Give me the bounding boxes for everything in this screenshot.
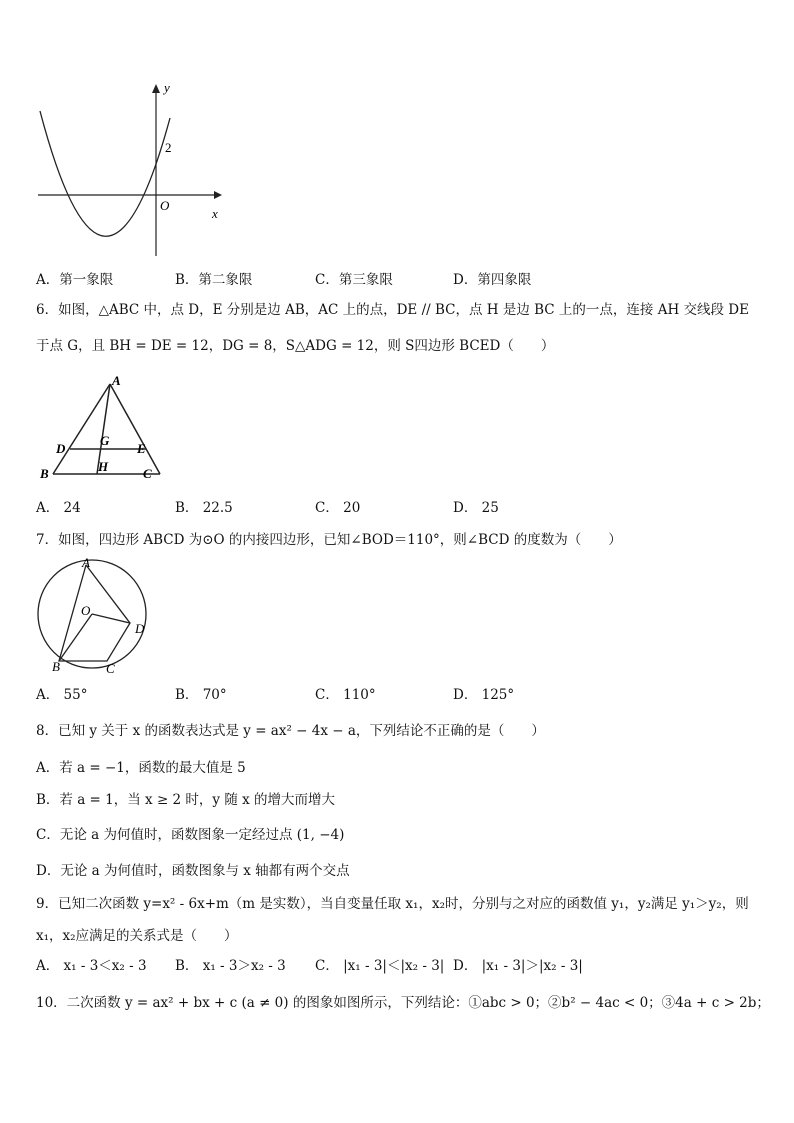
vertex-a-label: A xyxy=(112,373,121,388)
q5-option-b: B．第二象限 xyxy=(175,272,253,288)
circle-center-label: O xyxy=(81,603,91,618)
q8-stem-line1: 8．已知 y 关于 x 的函数表达式是 y = ax² − 4x − a，下列结论不正确的是（ ） xyxy=(36,723,545,739)
q9-option-c: C． |x₁ - 3|＜|x₂ - 3| xyxy=(315,958,445,974)
triangle-figure xyxy=(36,370,176,485)
q7-option-c: C． 110° xyxy=(315,687,376,703)
circle-figure xyxy=(34,555,159,680)
q8-option-b: B．若 a = 1，当 x ≥ 2 时，y 随 x 的增大而增大 xyxy=(36,792,336,808)
q6-stem-line2: 于点 G，且 BH = DE = 12，DG = 8，S△ADG = 12，则 S四边形 BCED（ ） xyxy=(36,338,555,354)
q7-option-d: D． 125° xyxy=(453,687,515,703)
origin-label: O xyxy=(160,198,170,213)
q5-option-d: D．第四象限 xyxy=(453,272,532,288)
q9-option-b: B． x₁ - 3＞x₂ - 3 xyxy=(175,958,286,974)
circle-point-a-label: A xyxy=(82,555,90,570)
q7-option-a: A． 55° xyxy=(36,687,88,703)
vertex-c-label: C xyxy=(143,466,152,481)
q6-option-b: B． 22.5 xyxy=(175,500,233,516)
q6-option-c: C． 20 xyxy=(315,500,361,516)
q7-stem-line1: 7．如图，四边形 ABCD 为⊙O 的内接四边形，已知∠BOD＝110°，则∠BCD 的度数为（ ） xyxy=(36,532,622,548)
circle-point-b-label: B xyxy=(52,659,60,674)
q6-option-d: D． 25 xyxy=(453,500,499,516)
q8-option-c: C．无论 a 为何值时，函数图象一定经过点 (1, −4) xyxy=(36,827,345,843)
q5-option-c: C．第三象限 xyxy=(315,272,393,288)
point-g-label: G xyxy=(100,433,110,448)
q5-option-a: A．第一象限 xyxy=(36,272,114,288)
q9-stem-line2: x₁，x₂应满足的关系式是（ ） xyxy=(36,928,238,944)
q6-option-a: A． 24 xyxy=(36,500,81,516)
circle-point-d-label: D xyxy=(135,621,145,636)
q7-option-b: B． 70° xyxy=(175,687,227,703)
vertex-b-label: B xyxy=(40,466,49,481)
q9-stem-line1: 9．已知二次函数 y=x² - 6x+m（m 是实数），当自变量任取 x₁，x₂时，分别与之对应的函数值 y₁，y₂满足 y₁＞y₂，则 xyxy=(36,896,749,912)
y-intercept-label: 2 xyxy=(165,140,172,155)
y-axis-label: y xyxy=(164,80,170,95)
q10-stem-line1: 10．二次函数 y = ax² + bx + c (a ≠ 0) 的图象如图所示，下列结论：①abc > 0；②b² − 4ac < 0；③4a + c > 2b； xyxy=(36,995,770,1011)
point-e-label: E xyxy=(137,441,146,456)
x-axis-label: x xyxy=(212,206,218,221)
q8-option-a: A．若 a = −1，函数的最大值是 5 xyxy=(36,760,246,776)
circle-point-c-label: C xyxy=(106,661,115,676)
parabola-figure xyxy=(30,78,230,260)
point-h-label: H xyxy=(98,459,109,474)
point-d-label: D xyxy=(56,441,66,456)
q6-stem-line1: 6．如图，△ABC 中，点 D，E 分别是边 AB，AC 上的点，DE // BC，点 H 是边 BC 上的一点，连接 AH 交线段 DE xyxy=(36,302,749,318)
q8-option-d: D．无论 a 为何值时，函数图象与 x 轴都有两个交点 xyxy=(36,863,350,879)
q9-option-d: D． |x₁ - 3|＞|x₂ - 3| xyxy=(453,958,583,974)
q9-option-a: A． x₁ - 3＜x₂ - 3 xyxy=(36,958,147,974)
